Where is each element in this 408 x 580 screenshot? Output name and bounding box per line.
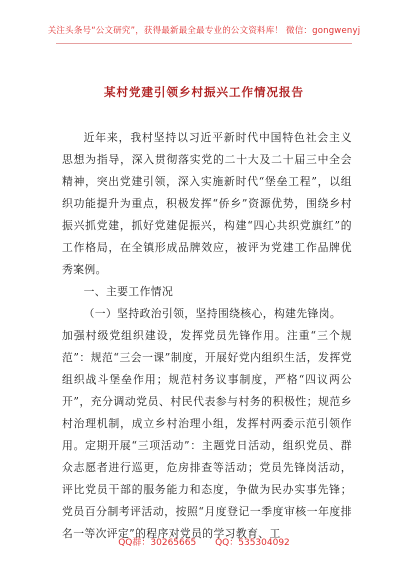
header-divider [56, 43, 352, 44]
section-heading: 一、主要工作情况 [83, 285, 174, 298]
document-body [62, 127, 352, 545]
subsection-heading: （一）坚持政治引领，坚持围绕核心，构建先锋岗。 [83, 307, 342, 320]
footer-qq: QQ：535304092 [215, 538, 290, 548]
footer [0, 535, 408, 548]
header-banner: 关注头条号“公文研究”，获得最新最全最专业的公文资料库！ 微信：gongwenyj [47, 26, 361, 36]
body-paragraph: 加强村级党组织建设，发挥党员先锋作用。注重“三个规范”：规范“三会一课”制度，开展好党内组织生活，发挥党组织战斗堡垒作用；规范村务议事制度，严格“四议两公开”，充分调动党员、村民代表参与村务的积极性；规范乡村治理机制，成立乡村治理小组，发挥村两委示范引领作用。定期开展“三项活动”：主题党日活动，组织党员、群众志愿者进行巡更，危房排查等活动；党员先锋岗活动，评比党员干部的服务能力和态度，争做为民办实事先锋；党员百分制考评活动，按照“月度登记一季度审核一年度排名一等次评定”的程序对党员的学习教育、工 [62, 329, 352, 540]
document-title: 某村党建引领乡村振兴工作情况报告 [104, 85, 304, 99]
intro-paragraph: 近年来，我村坚持以习近平新时代中国特色社会主义思想为指导，深入贯彻落实党的二十大及二十届三中全会精神，突出党建引领，深入实施新时代“堡垒工程”，以组织功能提升为重点，积极发挥“侨乡”资源优势，围绕乡村振兴抓党建，抓好党建促振兴，构建“四心共织党旗红”的工作格局，在全镇形成品牌效应，被评为党建工作品牌优秀案例。 [62, 131, 352, 276]
footer-qq-group: QQ群：30265665 [118, 538, 197, 548]
